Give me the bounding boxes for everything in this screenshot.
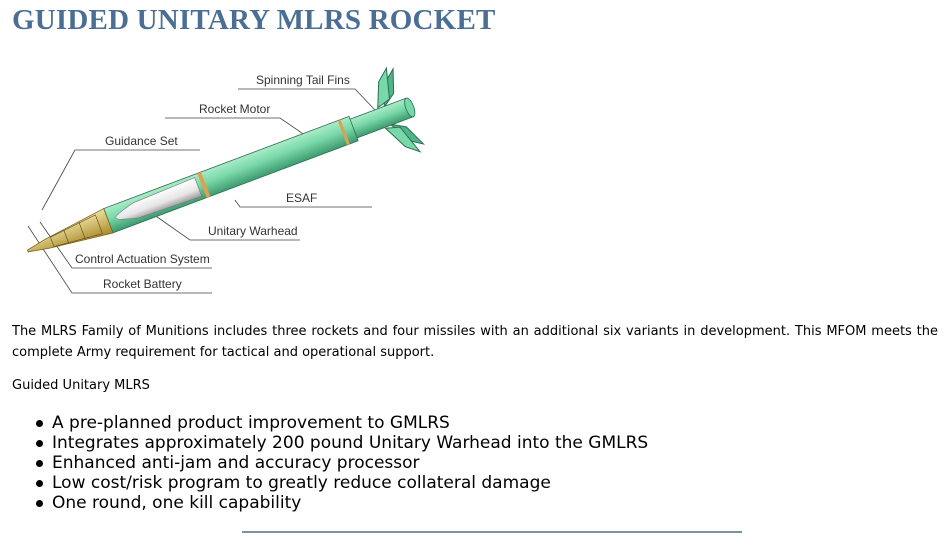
bullet-icon	[36, 500, 43, 507]
list-item: A pre-planned product improvement to GMLRS	[32, 413, 648, 433]
page-title: GUIDED UNITARY MLRS ROCKET	[12, 4, 496, 36]
label-unitary-warhead: Unitary Warhead	[208, 224, 298, 238]
label-guidance-set: Guidance Set	[105, 134, 178, 148]
label-spinning-tail-fins: Spinning Tail Fins	[256, 73, 350, 87]
label-esaf: ESAF	[286, 191, 318, 205]
bullet-icon	[36, 440, 43, 447]
list-item: Low cost/risk program to greatly reduce collateral damage	[32, 473, 648, 493]
section-subheading: Guided Unitary MLRS	[12, 378, 150, 393]
label-rocket-battery: Rocket Battery	[103, 277, 182, 291]
list-item: Integrates approximately 200 pound Unitary Warhead into the GMLRS	[32, 433, 648, 453]
bullet-icon	[36, 480, 43, 487]
bullet-icon	[36, 420, 43, 427]
bullet-icon	[36, 460, 43, 467]
list-item: One round, one kill capability	[32, 493, 648, 513]
list-item: Enhanced anti-jam and accuracy processor	[32, 453, 648, 473]
feature-list	[32, 413, 648, 513]
intro-paragraph: The MLRS Family of Munitions includes three rockets and four missiles with an additional six variants in development. This MFOM meets the complete Army requirement for tactical and operational support.	[12, 324, 938, 360]
footer-divider	[242, 531, 742, 533]
label-control-actuation-system: Control Actuation System	[75, 252, 210, 266]
label-rocket-motor: Rocket Motor	[199, 102, 271, 116]
rocket-diagram	[0, 55, 460, 305]
